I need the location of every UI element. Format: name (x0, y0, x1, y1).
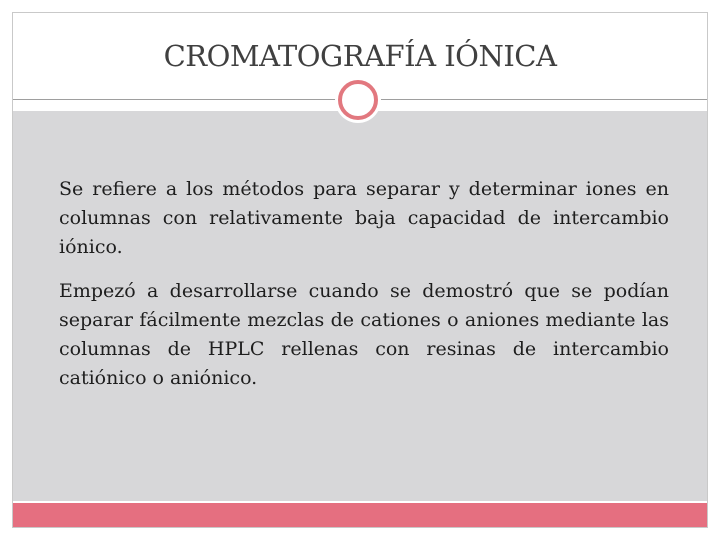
content-panel (13, 111, 707, 501)
circle-ornament-icon (338, 80, 378, 120)
body-text (59, 175, 669, 408)
paragraph-1: Se refiere a los métodos para separar y determinar iones en columnas con relativamente baja capacidad de intercambio iónico. (59, 178, 669, 258)
paragraph-2: Empezó a desarrollarse cuando se demostró que se podían separar fácilmente mezclas de cationes o aniones mediante las columnas de HPLC rellenas con resinas de intercambio catiónico o aniónico. (59, 280, 669, 389)
footer-accent-bar (13, 503, 707, 527)
slide-title: CROMATOGRAFÍA IÓNICA (163, 39, 557, 73)
slide (12, 12, 708, 528)
